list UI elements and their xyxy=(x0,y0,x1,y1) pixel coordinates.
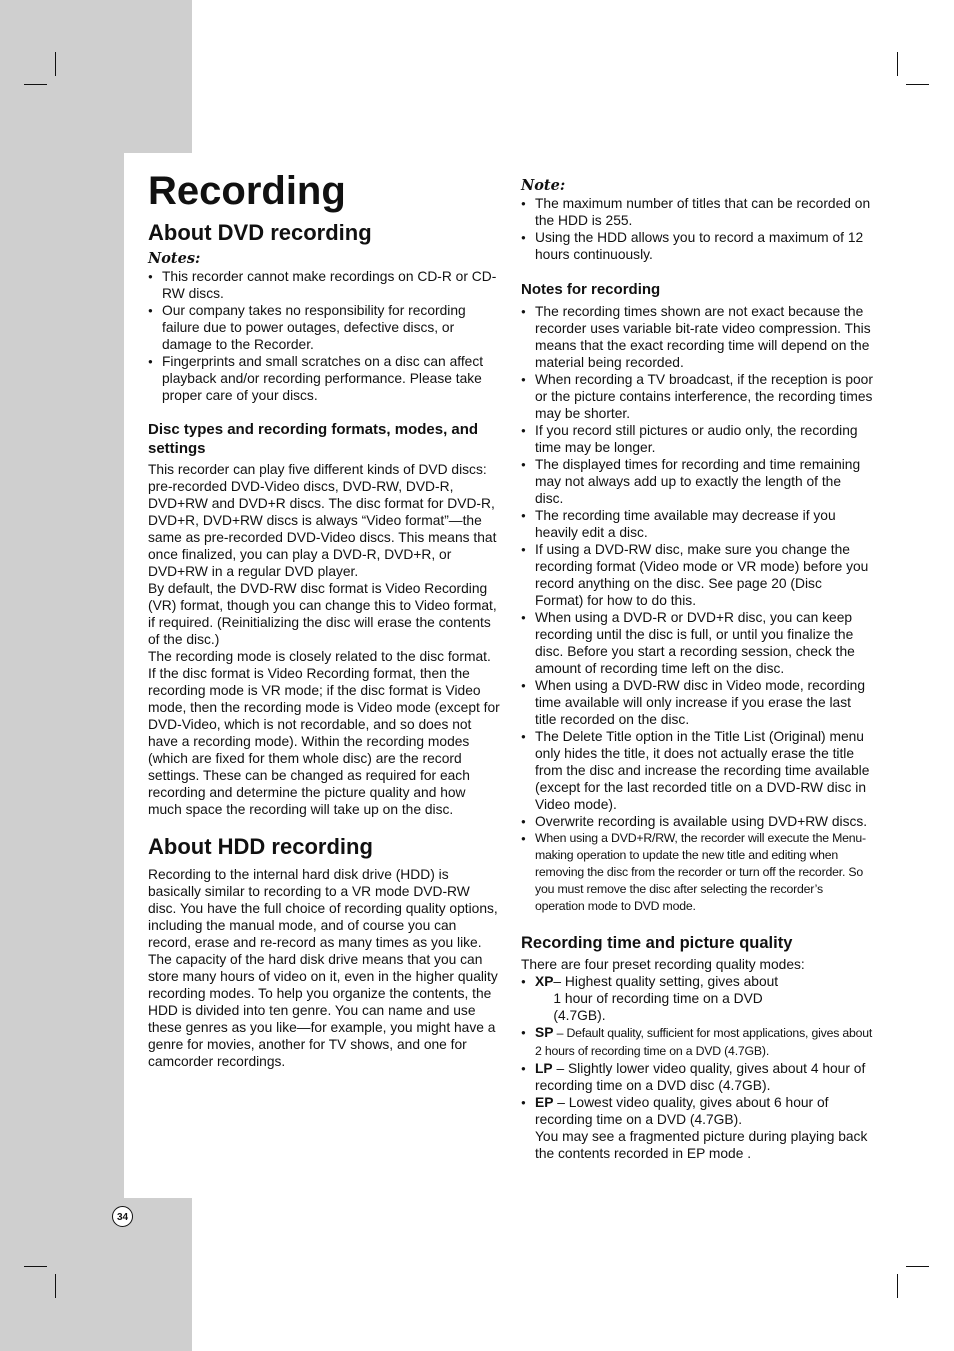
dvd-heading: About DVD recording xyxy=(148,220,372,245)
left-column xyxy=(148,219,500,1070)
list-item: ● The recording time available may decrease if you heavily edit a disc. xyxy=(521,507,873,541)
list-item xyxy=(521,1094,873,1162)
hdd-notes-list xyxy=(521,195,873,263)
mode-description: – Lowest video quality, gives about 6 hour of recording time on a DVD (4.7GB). xyxy=(535,1095,829,1127)
list-item: ● Our company takes no responsibility for recording failure due to power outages, defective discs, or damage to the Recorder. xyxy=(148,302,500,353)
ep-extra-note: You may see a fragmented picture during playing back the contents recorded in EP mode . xyxy=(535,1129,868,1161)
page-number: 34 xyxy=(112,1206,133,1227)
list-item: ● When using a DVD-R or DVD+R disc, you can keep recording until the disc is full, or until you finalize the disc. Before you start a recording session, check the amount of recording time left on the disc. xyxy=(521,609,873,677)
mode-code: SP xyxy=(535,1025,554,1040)
dvd-notes-list xyxy=(148,268,500,404)
mode-description: – Slightly lower video quality, gives about 4 hour of recording time on a DVD disc (4.7GB). xyxy=(535,1061,866,1093)
crop-mark xyxy=(897,52,898,76)
crop-mark xyxy=(906,84,929,85)
disc-types-paragraph: By default, the DVD-RW disc format is Video Recording (VR) format, though you can change this to Video format, if required. (Reinitializing the disc will erase the contents of the disc.) xyxy=(148,581,497,647)
quality-heading: Recording time and picture quality xyxy=(521,934,793,952)
list-item: ● Using the HDD allows you to record a maximum of 12 hours continuously. xyxy=(521,229,873,263)
list-item: ● When using a DVD+R/RW, the recorder will execute the Menu-making operation to update the new title and editing when removing the disc from the recorder or turn off the recorder. So you must remove the disc after selecting the recorder’s operation mode to DVD mode. xyxy=(521,830,873,915)
list-item xyxy=(521,1060,873,1094)
mode-code: XP xyxy=(535,974,554,989)
mode-code: LP xyxy=(535,1061,553,1076)
recording-notes-heading: Notes for recording xyxy=(521,281,661,298)
disc-types-heading: Disc types and recording formats, modes, and settings xyxy=(148,421,479,457)
crop-mark xyxy=(906,1266,929,1267)
margin-band-bottom xyxy=(0,1198,192,1351)
list-item: ● The recording times shown are not exact because the recorder uses variable bit-rate video compression. This means that the exact recording time will depend on the material being recorded. xyxy=(521,303,873,371)
margin-band-left xyxy=(0,153,124,1198)
list-item: ● If using a DVD-RW disc, make sure you change the recording format (Video mode or VR mode) before you record anything on the disc. See page 20 (Disc Format) for how to do this. xyxy=(521,541,873,609)
hdd-paragraph: Recording to the internal hard disk drive (HDD) is basically similar to recording to a VR mode DVD-RW disc. You have the full choice of recording quality options, including the manual mode, and of course you can record, erase and re-record as many times as you like. The capacity of the hard disk drive means that you can store many hours of video on it, even in the higher quality recording modes. To help you organize the contents, the HDD is divided into ten genre. You can name and use these genres as you like—for example, you might have a genre for movies, another for TV shows, and one for camcorder recordings. xyxy=(148,867,498,1069)
crop-mark xyxy=(55,1274,56,1298)
crop-mark xyxy=(24,1266,47,1267)
page-title: Recording xyxy=(148,169,346,213)
list-item: ● Fingerprints and small scratches on a disc can affect playback and/or recording performance. Please take proper care of your discs. xyxy=(148,353,500,404)
mode-description: – Highest quality setting, gives about 1 hour of recording time on a DVD (4.7GB). xyxy=(553,974,779,1023)
list-item: ● If you record still pictures or audio only, the recording time may be longer. xyxy=(521,422,873,456)
list-item: ● When using a DVD-RW disc in Video mode, recording time available will only increase if you erase the last title recorded on the disc. xyxy=(521,677,873,728)
margin-band-top xyxy=(0,0,192,153)
disc-types-paragraph: The recording mode is closely related to the disc format. If the disc format is Video Recording format, then the recording mode is VR mode; if the disc format is Video mode, then the recording mode is Video mode (except for DVD-Video, which is not recordable, and so does not have a recording mode). Within the recording modes (which are fixed for them whole disc) are the record settings. These can be changed as required for each recording and determine the picture quality and how much space the recording will take up on the disc. xyxy=(148,649,500,817)
crop-mark xyxy=(897,1274,898,1298)
crop-mark xyxy=(55,52,56,76)
list-item: ● When recording a TV broadcast, if the reception is poor or the picture contains interference, the recording times may be shorter. xyxy=(521,371,873,422)
list-item xyxy=(521,1024,873,1060)
list-item: ● The Delete Title option in the Title List (Original) menu only hides the title, it does not actually erase the title from the disc and increase the recording time available (except for the last recorded title on a DVD-RW disc in Video mode). xyxy=(521,728,873,813)
hdd-heading: About HDD recording xyxy=(148,834,373,859)
list-item xyxy=(521,973,873,1024)
quality-modes-list xyxy=(521,973,873,1162)
disc-types-paragraph: This recorder can play five different kinds of DVD discs: pre-recorded DVD-Video discs, DVD-RW, DVD-R, DVD+RW and DVD+R discs. The disc format for DVD-R, DVD+R, DVD+RW discs is always “Video format”—the same as pre-recorded DVD-Video discs. This means that once finalized, you can play a DVD-R, DVD+R, or DVD+RW in a regular DVD player. xyxy=(148,462,497,579)
quality-intro: There are four preset recording quality modes: xyxy=(521,957,805,972)
mode-description: – Default quality, sufficient for most applications, gives about 2 hours of recording time on a DVD (4.7GB). xyxy=(535,1026,873,1058)
right-column xyxy=(521,177,873,1162)
hdd-note-title: Note: xyxy=(521,177,566,194)
crop-mark xyxy=(24,84,47,85)
list-item: ● The displayed times for recording and time remaining may not always add up to exactly the length of the disc. xyxy=(521,456,873,507)
mode-code: EP xyxy=(535,1095,554,1110)
dvd-notes-title: Notes: xyxy=(148,250,201,267)
list-item: ● Overwrite recording is available using DVD+RW discs. xyxy=(521,813,873,830)
recording-notes-list xyxy=(521,303,873,915)
list-item: ● The maximum number of titles that can be recorded on the HDD is 255. xyxy=(521,195,873,229)
list-item: ● This recorder cannot make recordings on CD-R or CD-RW discs. xyxy=(148,268,500,302)
